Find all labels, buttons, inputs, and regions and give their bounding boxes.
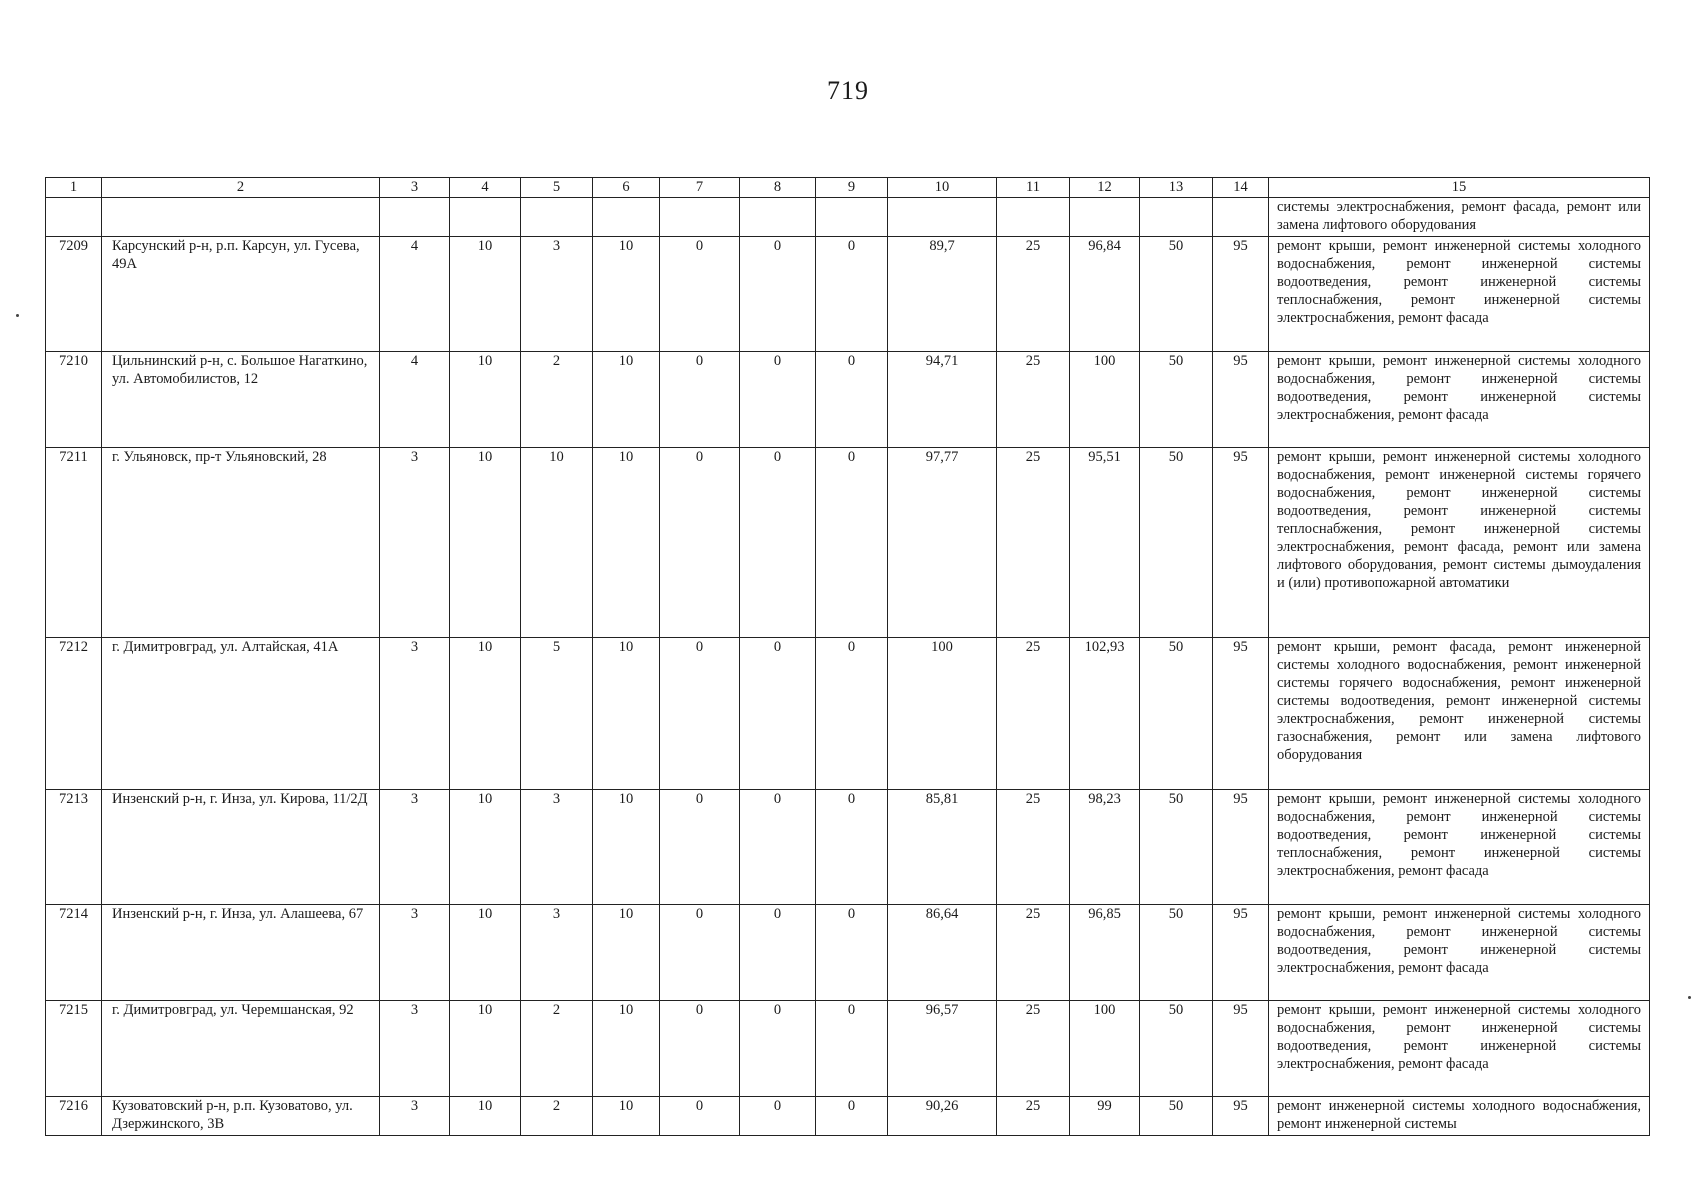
value-cell-c4: 10 — [450, 448, 521, 638]
row-number-cell: 7212 — [46, 638, 102, 790]
value-cell-c5: 2 — [521, 1001, 593, 1097]
value-cell-c12: 99 — [1070, 1097, 1140, 1136]
value-cell-c14: 95 — [1213, 352, 1269, 448]
header-cell: 5 — [521, 178, 593, 198]
value-cell-c4: 10 — [450, 1097, 521, 1136]
value-cell-c13: 50 — [1140, 237, 1213, 352]
value-cell-c3: 3 — [380, 1097, 450, 1136]
value-cell-c4: 10 — [450, 352, 521, 448]
work-description-cell: ремонт инженерной системы холодного водоснабжения, ремонт инженерной системы — [1269, 1097, 1650, 1136]
header-cell: 1 — [46, 178, 102, 198]
value-cell-c9: 0 — [816, 448, 888, 638]
work-description-cell: ремонт крыши, ремонт инженерной системы холодного водоснабжения, ремонт инженерной системы водоотведения, ремонт инженерной системы теплоснабжения, ремонт инженерной системы электроснабжения, ремонт фасада — [1269, 237, 1650, 352]
row-number-cell: 7211 — [46, 448, 102, 638]
value-cell-c12: 102,93 — [1070, 638, 1140, 790]
value-cell-c8: 0 — [740, 905, 816, 1001]
value-cell-c8: 0 — [740, 638, 816, 790]
value-cell-c9: 0 — [816, 638, 888, 790]
work-description-cell: ремонт крыши, ремонт инженерной системы холодного водоснабжения, ремонт инженерной системы водоотведения, ремонт инженерной системы теплоснабжения, ремонт инженерной системы электроснабжения, ремонт фасада — [1269, 790, 1650, 905]
value-cell-c3: 4 — [380, 237, 450, 352]
value-cell-c7: 0 — [660, 790, 740, 905]
value-cell-c8: 0 — [740, 1001, 816, 1097]
value-cell-c13: 50 — [1140, 1097, 1213, 1136]
value-cell-c14: 95 — [1213, 237, 1269, 352]
table-row — [46, 905, 1650, 1001]
value-cell-c9: 0 — [816, 1097, 888, 1136]
address-cell: Инзенский р-н, г. Инза, ул. Кирова, 11/2Д — [102, 790, 380, 905]
value-cell-c6: 10 — [593, 1097, 660, 1136]
value-cell-c11: 25 — [997, 638, 1070, 790]
value-cell-c14: 95 — [1213, 638, 1269, 790]
table-row — [46, 1097, 1650, 1136]
header-cell: 15 — [1269, 178, 1650, 198]
value-cell-c13: 50 — [1140, 638, 1213, 790]
value-cell-c3: 3 — [380, 905, 450, 1001]
value-cell-c10: 89,7 — [888, 237, 997, 352]
empty-cell — [740, 198, 816, 237]
work-description-cell: ремонт крыши, ремонт инженерной системы холодного водоснабжения, ремонт инженерной системы водоотведения, ремонт инженерной системы электроснабжения, ремонт фасада — [1269, 905, 1650, 1001]
work-description-cell: ремонт крыши, ремонт инженерной системы холодного водоснабжения, ремонт инженерной системы горячего водоснабжения, ремонт инженерной системы водоотведения, ремонт инженерной системы теплоснабжения, ремонт инженерной системы электроснабжения, ремонт фасада, ремонт или замена лифтового оборудования, ремонт системы дымоудаления и (или) противопожарной автоматики — [1269, 448, 1650, 638]
table-body — [46, 178, 1650, 1136]
value-cell-c11: 25 — [997, 352, 1070, 448]
value-cell-c5: 2 — [521, 352, 593, 448]
value-cell-c4: 10 — [450, 638, 521, 790]
empty-cell — [1140, 198, 1213, 237]
work-description-cell: системы электроснабжения, ремонт фасада, ремонт или замена лифтового оборудования — [1269, 198, 1650, 237]
value-cell-c8: 0 — [740, 352, 816, 448]
header-cell: 14 — [1213, 178, 1269, 198]
value-cell-c14: 95 — [1213, 1001, 1269, 1097]
value-cell-c6: 10 — [593, 638, 660, 790]
header-cell: 2 — [102, 178, 380, 198]
value-cell-c6: 10 — [593, 448, 660, 638]
header-cell: 7 — [660, 178, 740, 198]
work-description-cell: ремонт крыши, ремонт инженерной системы холодного водоснабжения, ремонт инженерной системы водоотведения, ремонт инженерной системы электроснабжения, ремонт фасада — [1269, 1001, 1650, 1097]
value-cell-c13: 50 — [1140, 448, 1213, 638]
value-cell-c5: 10 — [521, 448, 593, 638]
value-cell-c4: 10 — [450, 905, 521, 1001]
address-cell: Цильнинский р-н, с. Большое Нагаткино, ул. Автомобилистов, 12 — [102, 352, 380, 448]
value-cell-c14: 95 — [1213, 905, 1269, 1001]
value-cell-c5: 5 — [521, 638, 593, 790]
value-cell-c7: 0 — [660, 1001, 740, 1097]
scan-speck — [1688, 996, 1691, 999]
value-cell-c8: 0 — [740, 1097, 816, 1136]
value-cell-c5: 3 — [521, 237, 593, 352]
value-cell-c7: 0 — [660, 448, 740, 638]
value-cell-c3: 4 — [380, 352, 450, 448]
empty-cell — [102, 198, 380, 237]
value-cell-c4: 10 — [450, 237, 521, 352]
value-cell-c11: 25 — [997, 1097, 1070, 1136]
table-row — [46, 352, 1650, 448]
value-cell-c10: 94,71 — [888, 352, 997, 448]
header-cell: 8 — [740, 178, 816, 198]
value-cell-c7: 0 — [660, 237, 740, 352]
address-cell: г. Димитровград, ул. Черемшанская, 92 — [102, 1001, 380, 1097]
header-cell: 13 — [1140, 178, 1213, 198]
header-cell: 12 — [1070, 178, 1140, 198]
value-cell-c5: 3 — [521, 790, 593, 905]
continuation-row — [46, 198, 1650, 237]
address-cell: Инзенский р-н, г. Инза, ул. Алашеева, 67 — [102, 905, 380, 1001]
empty-cell — [521, 198, 593, 237]
value-cell-c13: 50 — [1140, 1001, 1213, 1097]
value-cell-c10: 96,57 — [888, 1001, 997, 1097]
header-cell: 11 — [997, 178, 1070, 198]
value-cell-c4: 10 — [450, 1001, 521, 1097]
value-cell-c4: 10 — [450, 790, 521, 905]
value-cell-c10: 86,64 — [888, 905, 997, 1001]
value-cell-c10: 100 — [888, 638, 997, 790]
address-cell: г. Ульяновск, пр-т Ульяновский, 28 — [102, 448, 380, 638]
value-cell-c11: 25 — [997, 448, 1070, 638]
empty-cell — [46, 198, 102, 237]
value-cell-c8: 0 — [740, 790, 816, 905]
row-number-cell: 7213 — [46, 790, 102, 905]
table-row — [46, 1001, 1650, 1097]
table-row — [46, 638, 1650, 790]
value-cell-c7: 0 — [660, 352, 740, 448]
empty-cell — [997, 198, 1070, 237]
value-cell-c3: 3 — [380, 790, 450, 905]
value-cell-c3: 3 — [380, 448, 450, 638]
value-cell-c12: 100 — [1070, 352, 1140, 448]
empty-cell — [1070, 198, 1140, 237]
value-cell-c14: 95 — [1213, 790, 1269, 905]
empty-cell — [816, 198, 888, 237]
value-cell-c6: 10 — [593, 352, 660, 448]
work-description-cell: ремонт крыши, ремонт фасада, ремонт инженерной системы холодного водоснабжения, ремонт инженерной системы горячего водоснабжения, ремонт инженерной системы водоотведения, ремонт инженерной системы электроснабжения, ремонт инженерной системы газоснабжения, ремонт или замена лифтового оборудования — [1269, 638, 1650, 790]
empty-cell — [593, 198, 660, 237]
empty-cell — [888, 198, 997, 237]
empty-cell — [380, 198, 450, 237]
table-row — [46, 790, 1650, 905]
value-cell-c9: 0 — [816, 352, 888, 448]
table-row — [46, 448, 1650, 638]
value-cell-c13: 50 — [1140, 905, 1213, 1001]
address-cell: Кузоватовский р-н, р.п. Кузоватово, ул. Дзержинского, 3В — [102, 1097, 380, 1136]
row-number-cell: 7216 — [46, 1097, 102, 1136]
row-number-cell: 7210 — [46, 352, 102, 448]
value-cell-c5: 2 — [521, 1097, 593, 1136]
value-cell-c10: 97,77 — [888, 448, 997, 638]
value-cell-c13: 50 — [1140, 790, 1213, 905]
value-cell-c7: 0 — [660, 905, 740, 1001]
empty-cell — [660, 198, 740, 237]
value-cell-c10: 85,81 — [888, 790, 997, 905]
table-row — [46, 237, 1650, 352]
page-number: 719 — [827, 76, 869, 105]
value-cell-c12: 98,23 — [1070, 790, 1140, 905]
value-cell-c3: 3 — [380, 638, 450, 790]
address-cell: Карсунский р-н, р.п. Карсун, ул. Гусева, 49А — [102, 237, 380, 352]
value-cell-c6: 10 — [593, 905, 660, 1001]
works-table — [45, 177, 1650, 1136]
scan-speck — [16, 314, 19, 317]
value-cell-c6: 10 — [593, 237, 660, 352]
value-cell-c14: 95 — [1213, 1097, 1269, 1136]
value-cell-c9: 0 — [816, 905, 888, 1001]
value-cell-c10: 90,26 — [888, 1097, 997, 1136]
work-description-cell: ремонт крыши, ремонт инженерной системы холодного водоснабжения, ремонт инженерной системы водоотведения, ремонт инженерной системы электроснабжения, ремонт фасада — [1269, 352, 1650, 448]
value-cell-c9: 0 — [816, 237, 888, 352]
header-cell: 10 — [888, 178, 997, 198]
empty-cell — [1213, 198, 1269, 237]
value-cell-c12: 96,85 — [1070, 905, 1140, 1001]
value-cell-c9: 0 — [816, 790, 888, 905]
header-cell: 3 — [380, 178, 450, 198]
address-cell: г. Димитровград, ул. Алтайская, 41А — [102, 638, 380, 790]
row-number-cell: 7214 — [46, 905, 102, 1001]
value-cell-c11: 25 — [997, 790, 1070, 905]
header-cell: 4 — [450, 178, 521, 198]
value-cell-c12: 95,51 — [1070, 448, 1140, 638]
value-cell-c12: 100 — [1070, 1001, 1140, 1097]
value-cell-c9: 0 — [816, 1001, 888, 1097]
value-cell-c13: 50 — [1140, 352, 1213, 448]
value-cell-c5: 3 — [521, 905, 593, 1001]
value-cell-c7: 0 — [660, 638, 740, 790]
value-cell-c3: 3 — [380, 1001, 450, 1097]
column-number-header-row — [46, 178, 1650, 198]
header-cell: 9 — [816, 178, 888, 198]
value-cell-c11: 25 — [997, 1001, 1070, 1097]
value-cell-c12: 96,84 — [1070, 237, 1140, 352]
value-cell-c8: 0 — [740, 237, 816, 352]
value-cell-c6: 10 — [593, 1001, 660, 1097]
header-cell: 6 — [593, 178, 660, 198]
value-cell-c7: 0 — [660, 1097, 740, 1136]
empty-cell — [450, 198, 521, 237]
row-number-cell: 7209 — [46, 237, 102, 352]
value-cell-c6: 10 — [593, 790, 660, 905]
value-cell-c11: 25 — [997, 237, 1070, 352]
value-cell-c11: 25 — [997, 905, 1070, 1001]
row-number-cell: 7215 — [46, 1001, 102, 1097]
value-cell-c8: 0 — [740, 448, 816, 638]
value-cell-c14: 95 — [1213, 448, 1269, 638]
